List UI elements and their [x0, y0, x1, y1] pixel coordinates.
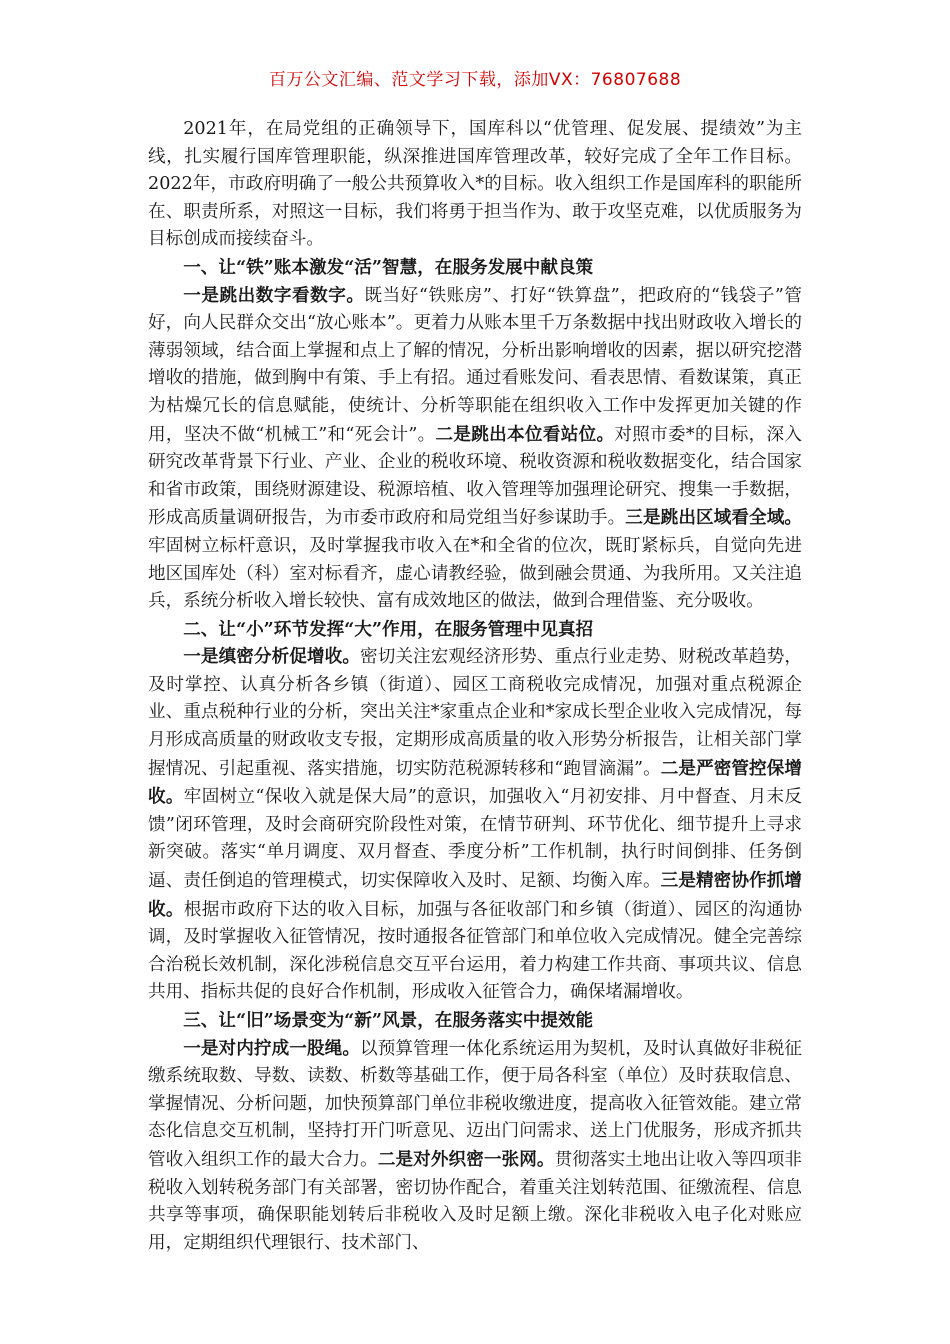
section-3-paragraph	[148, 1035, 802, 1258]
section-3-point-1-text: 以预算管理一体化系统运用为契机，及时认真做好非税征缴系统取数、导数、读数、析数等基础工作，便于局各科室（单位）及时获取信息、掌握情况、分析问题，加快预算部门单位非税收缴进度，提高收入征管效能。建立常态化信息交互机制，坚持打开门听意见、迈出门问需求、送上门优服务，形成齐抓共管收入组织工作的最大合力。	[148, 1038, 802, 1170]
section-1-point-2-lead: 二是跳出本位看站位。	[435, 423, 615, 445]
page-header: 百万公文汇编、范文学习下载，添加VX：76807688	[268, 70, 682, 90]
document-body	[148, 116, 802, 1257]
section-2-point-1-text: 密切关注宏观经济形势、重点行业走势、财税改革趋势，及时掌控、认真分析各乡镇（街道）、园区工商税收完成情况，加强对重点税源企业、重点税种行业的分析，突出关注*家重点企业和*家成长型企业收入完成情况，每月形成高质量的财政收支专报，定期形成高质量的收入形势分析报告，让相关部门掌握情况、引起重视、落实措施，切实防范税源转移和“跑冒滴漏”。	[148, 647, 802, 779]
section-3-point-1-lead: 一是对内拧成一股绳。	[183, 1037, 361, 1059]
section-2-point-1-lead: 一是缜密分析促增收。	[183, 646, 361, 668]
intro-paragraph: 2021年，在局党组的正确领导下，国库科以“优管理、促发展、提绩效”为主线，扎实履行国库管理职能，纵深推进国库管理改革，较好完成了全年工作目标。2022年，市政府明确了一般公共预算收入*的目标。收入组织工作是国库科的职能所在、职责所系，对照这一目标，我们将勇于担当作为、敢于攻坚克难，以优质服务为目标创成而接续奋斗。	[148, 119, 802, 250]
section-1-point-3-lead: 三是跳出区域看全域。	[625, 507, 802, 529]
section-1-heading: 一、让“铁”账本激发“活”智慧，在服务发展中献良策	[183, 256, 594, 278]
section-2-heading: 二、让“小”环节发挥“大”作用，在服务管理中见真招	[183, 618, 594, 640]
section-2-paragraph	[148, 643, 802, 1007]
section-2-point-3-lead: 三是精密协作抓增收。	[148, 870, 802, 920]
section-1-point-3-text: 牢固树立标杆意识，及时掌握我市收入在*和全省的位次，既盯紧标兵，自觉向先进地区国库处（科）室对标看齐，虚心请教经验，做到融会贯通、为我所用。又关注追兵，系统分析收入增长较快、富有成效地区的做法，做到合理借鉴、充分吸收。	[148, 535, 802, 612]
section-1-paragraph	[148, 282, 802, 616]
section-2-point-3-text: 根据市政府下达的收入目标，加强与各征收部门和乡镇（街道）、园区的沟通协调，及时掌握收入征管情况，按时通报各征管部门和单位收入完成情况。健全完善综合治税长效机制，深化涉税信息交互平台运用，着力构建工作共商、事项共议、信息共用、指标共促的良好合作机制，形成收入征管合力，确保堵漏增收。	[148, 899, 802, 1003]
section-3-point-2-text: 贯彻落实土地出让收入等四项非税收入划转税务部门有关部署，密切协作配合，着重关注划转范围、征缴流程、信息共享等事项，确保职能划转后非税收入及时足额上缴。深化非税收入电子化对账应用，定期组织代理银行、技术部门、	[148, 1149, 802, 1253]
section-2-point-2-text: 牢固树立“保收入就是保大局”的意识，加强收入“月初安排、月中督查、月末反馈”闭环管理，及时会商研究阶段性对策，在情节研判、环节优化、细节提升上寻求新突破。落实“单月调度、双月督查、季度分析”工作机制，执行时间倒排、任务倒逼、责任倒追的管理模式，切实保障收入及时、足额、均衡入库。	[148, 787, 802, 892]
section-3-point-2-lead: 二是对外织密一张网。	[377, 1148, 555, 1170]
section-1-point-1-text: 既当好“铁账房”、打好“铁算盘”，把政府的“钱袋子”管好，向人民群众交出“放心账本”。更着力从账本里千万条数据中找出财政收入增长的薄弱领域，结合面上掌握和点上了解的情况，分析出影响增收的因素，据以研究挖潜增收的措施，做到胸中有策、手上有招。通过看账发问、看表思情、看数谋策，真正为枯燥冗长的信息赋能，使统计、分析等职能在组织收入工作中发挥更加关键的作用，坚决不做“机械工”和“死会计”。	[148, 285, 802, 445]
section-2-point-2-lead: 二是严密管控保增收。	[148, 757, 802, 808]
section-1-point-1-lead: 一是跳出数字看数字。	[183, 284, 365, 306]
section-3-heading: 三、让“旧”场景变为“新”风景，在服务落实中提效能	[183, 1010, 594, 1031]
section-1-point-2-text: 对照市委*的目标，深入研究改革背景下行业、产业、企业的税收环境、税收资源和税收数据变化，结合国家和省市政策，围绕财源建设、税源培植、收入管理等加强理论研究、搜集一手数据，形成高质量调研报告，为市委市政府和局党组当好参谋助手。	[148, 424, 802, 529]
